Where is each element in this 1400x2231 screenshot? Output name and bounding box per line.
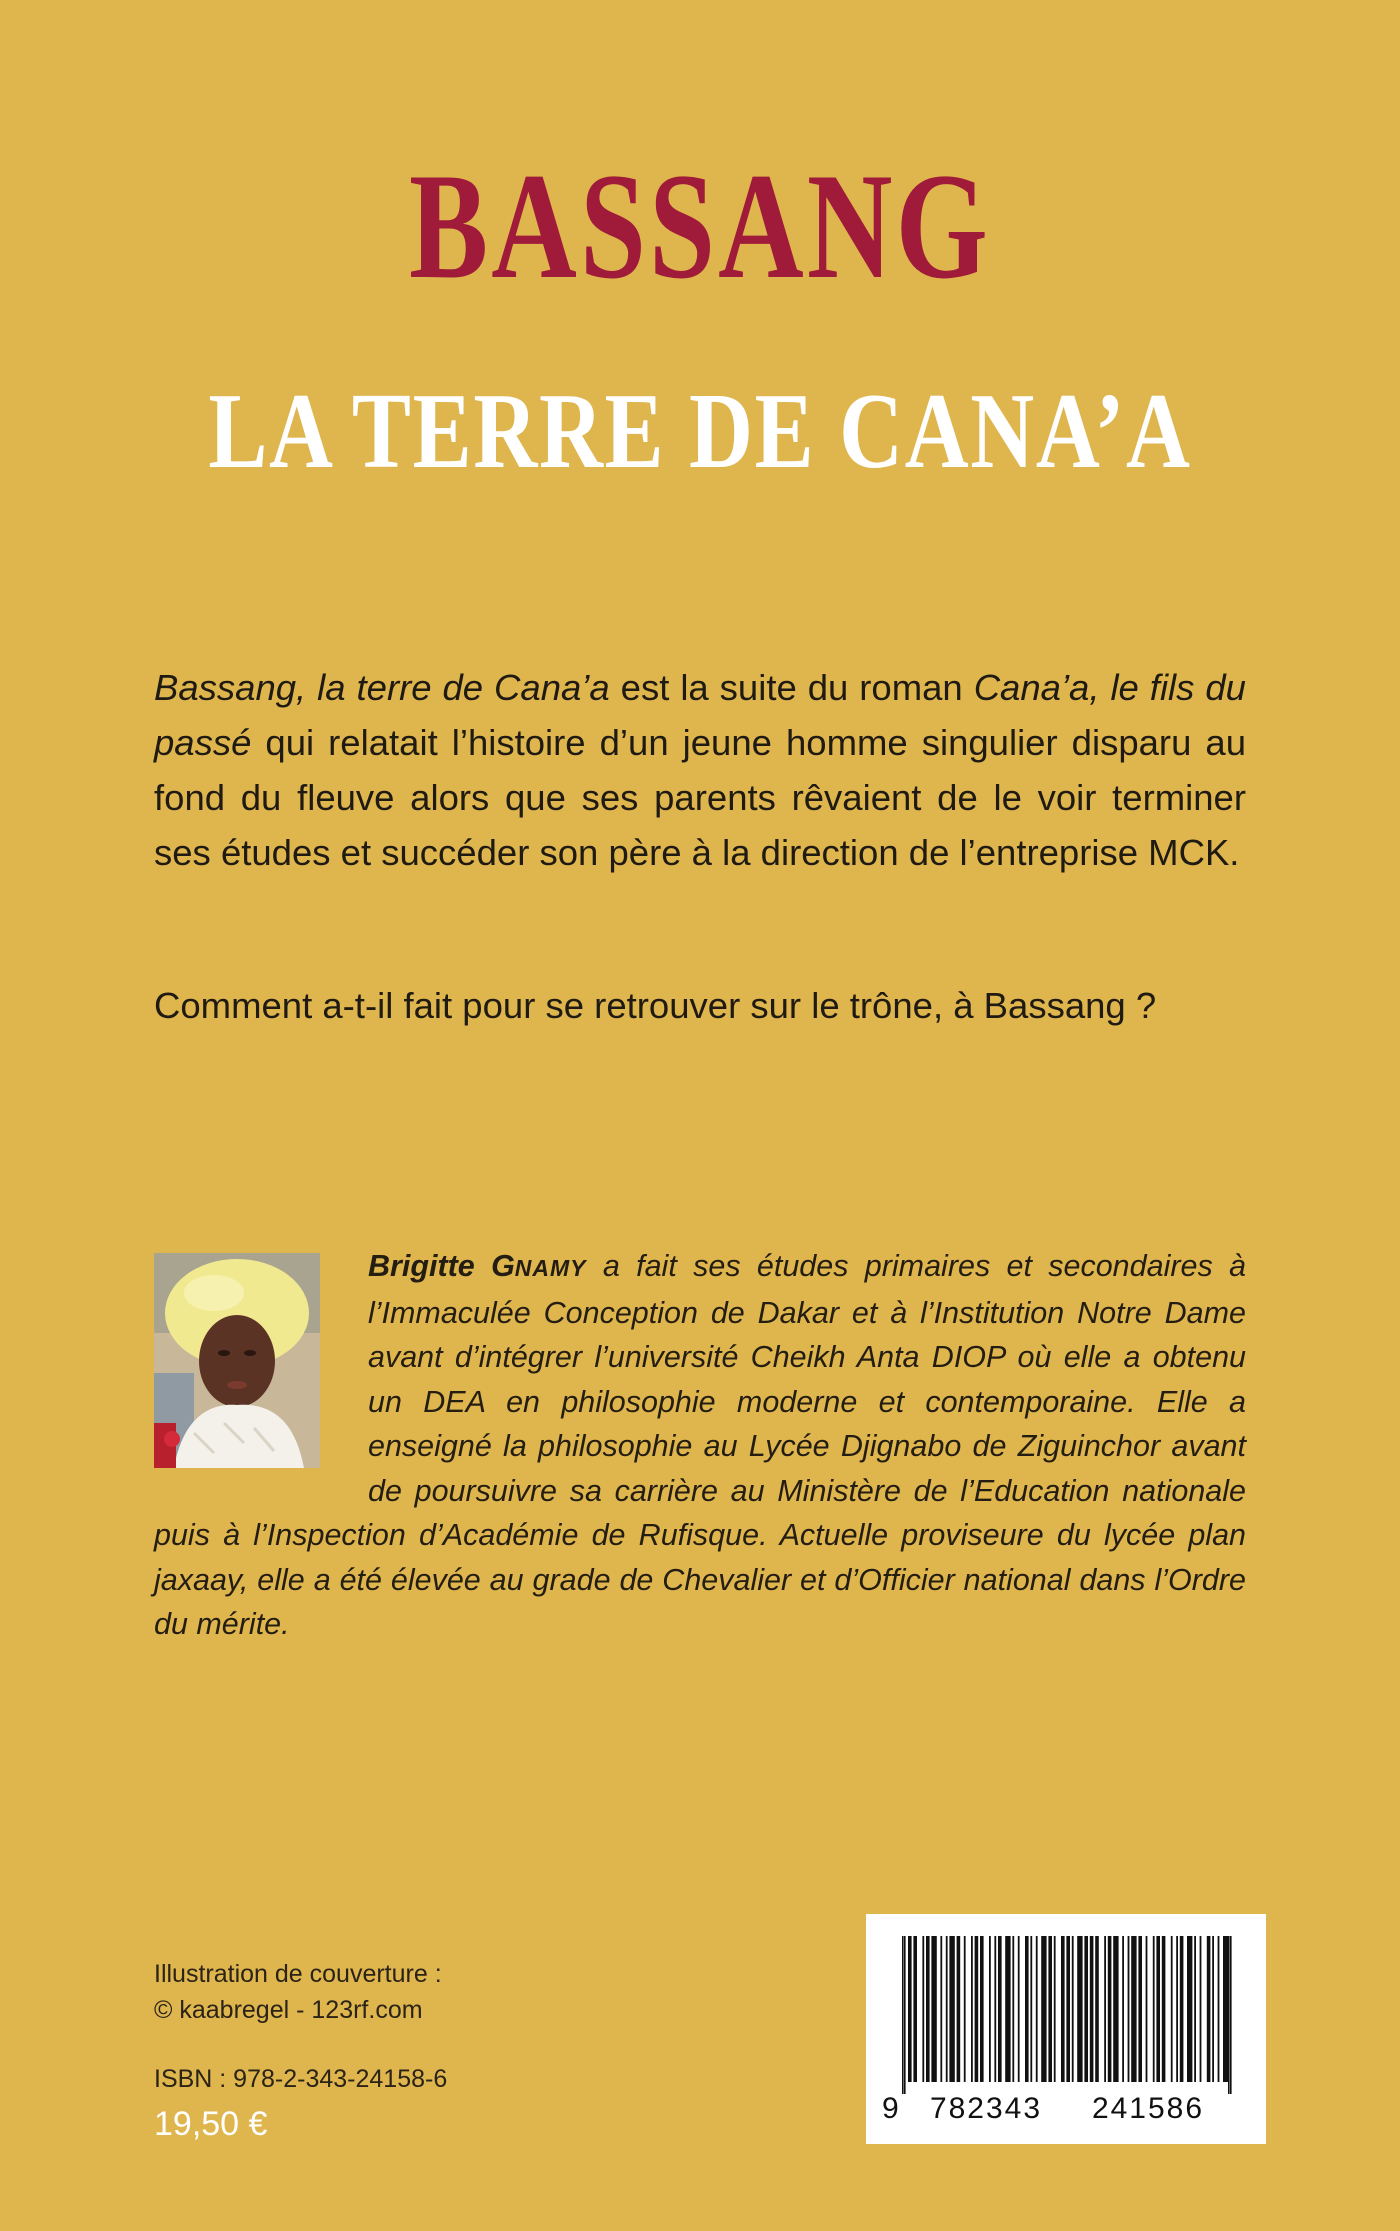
summary-text-2: qui relatait l’histoire d’un jeune homme singulier disparu au fond du fleuve alors que ses parents rêvaient de le voir terminer ses études et succéder son père à la direction de l’entreprise MCK.: [154, 722, 1246, 873]
barcode-bar: [1104, 1936, 1106, 2082]
barcode-digit-prefix: 9: [882, 2092, 899, 2125]
book-title: BASSANG: [409, 142, 991, 310]
credits-value: © kaabregel - 123rf.com: [154, 1996, 423, 2024]
barcode-bar: [1200, 1936, 1202, 2082]
barcode-bar: [1212, 1936, 1214, 2082]
barcode-bar: [1207, 1936, 1211, 2082]
barcode-bar: [1153, 1936, 1155, 2082]
barcode-bar: [1180, 1936, 1184, 2082]
author-last-name-initial: G: [491, 1249, 515, 1283]
summary-text-1: est la suite du roman: [609, 667, 974, 708]
barcode-bar: [989, 1936, 991, 2082]
barcode-bar: [1005, 1936, 1010, 2082]
barcode-bar: [964, 1936, 966, 2082]
barcode-bar: [1194, 1936, 1196, 2082]
barcode-guard-bar: [1228, 1936, 1230, 2094]
barcode-bar: [1131, 1936, 1136, 2082]
barcode-bar: [1036, 1936, 1038, 2082]
barcode-bar: [1054, 1936, 1056, 2082]
barcode-bar: [994, 1936, 996, 2082]
barcode-bar: [908, 1936, 912, 2082]
barcode-bar: [1090, 1936, 1094, 2082]
author-last-name-rest: NAMY: [514, 1255, 587, 1281]
author-name: [368, 1249, 587, 1283]
barcode-bar: [1223, 1936, 1228, 2082]
barcode-bar: [1171, 1936, 1173, 2082]
barcode-bar: [1030, 1936, 1032, 2082]
barcode-bar: [1066, 1936, 1070, 2082]
book-subtitle: LA TERRE DE CANA’A: [208, 372, 1192, 491]
barcode-bar: [980, 1936, 984, 2082]
barcode-bar: [1025, 1936, 1029, 2082]
barcode-bar: [1048, 1936, 1052, 2082]
summary-previous-title: Cana’a, le fils du passé: [154, 667, 1246, 763]
barcode-bar: [1108, 1936, 1112, 2082]
barcode-bar: [1162, 1936, 1166, 2082]
author-biography: [154, 1244, 1246, 1647]
barcode-bar: [1018, 1936, 1020, 2082]
barcode-guard-bar: [902, 1936, 904, 2094]
barcode-bar: [1218, 1936, 1220, 2082]
barcode-bar: [922, 1936, 924, 2082]
author-bio-text: a fait ses études primaires et secondaires à l’Immaculée Conception de Dakar et à l’Institution Notre Dame avant d’intégrer l’université Cheikh Anta DIOP où elle a obtenu un DEA en philosophie moderne et contemporaine. Elle a enseigné la philosophie au Lycée Djignabo de Ziguinchor avant de poursuivre sa carrière au Ministère de l’Education nationale puis à l’Inspection d’Académie de Rufisque. Actuelle proviseure du lycée plan jaxaay, elle a été élevée au grade de Chevalier et d’Officier national dans l’Ordre du mérite.: [154, 1249, 1246, 1641]
barcode-bar: [1128, 1936, 1130, 2082]
barcode-bar: [1146, 1936, 1148, 2082]
barcode-bar: [913, 1936, 917, 2082]
barcode-bar: [926, 1936, 930, 2082]
barcode-bar: [1095, 1936, 1099, 2082]
barcode-digits-right: 241586: [1091, 2092, 1205, 2125]
barcode-bar: [1113, 1936, 1118, 2082]
barcode-bar: [946, 1936, 948, 2082]
barcode-guard-bar: [1230, 1936, 1232, 2094]
price: 19,50 €: [154, 2105, 268, 2143]
barcode-bar: [971, 1936, 973, 2082]
barcode-bar: [1138, 1936, 1142, 2082]
barcode-bar: [1041, 1936, 1046, 2082]
barcode-bar: [949, 1936, 954, 2082]
barcode-bar: [940, 1936, 942, 2082]
credits-label: Illustration de couverture :: [154, 1960, 442, 1988]
barcode-bar: [1156, 1936, 1160, 2082]
isbn: ISBN : 978-2-343-24158-6: [154, 2065, 448, 2093]
barcode-bar: [1061, 1936, 1065, 2082]
barcode-bar: [1077, 1936, 1082, 2082]
barcode-bar: [1176, 1936, 1178, 2082]
barcode-bar: [1072, 1936, 1074, 2082]
barcode-bar: [931, 1936, 936, 2082]
summary-question: Comment a-t-il fait pour se retrouver sur le trône, à Bassang ?: [154, 985, 1157, 1026]
barcode-bar: [957, 1936, 961, 2082]
barcode-bar: [1084, 1936, 1088, 2082]
barcode-bar: [975, 1936, 979, 2082]
barcode-graphic: [866, 1914, 1266, 2144]
barcode-bar: [998, 1936, 1002, 2082]
barcode-bar: [1122, 1936, 1124, 2082]
author-first-name: Brigitte: [368, 1249, 492, 1283]
barcode-bar: [1012, 1936, 1014, 2082]
cover-credits: [154, 1956, 442, 2028]
barcode-bar: [1187, 1936, 1192, 2082]
barcode: [866, 1914, 1266, 2144]
summary-paragraph: [154, 660, 1246, 880]
barcode-digits-left: 782343: [929, 2092, 1043, 2125]
summary-book-title: Bassang, la terre de Cana’a: [154, 667, 610, 708]
barcode-guard-bar: [904, 1936, 906, 2094]
